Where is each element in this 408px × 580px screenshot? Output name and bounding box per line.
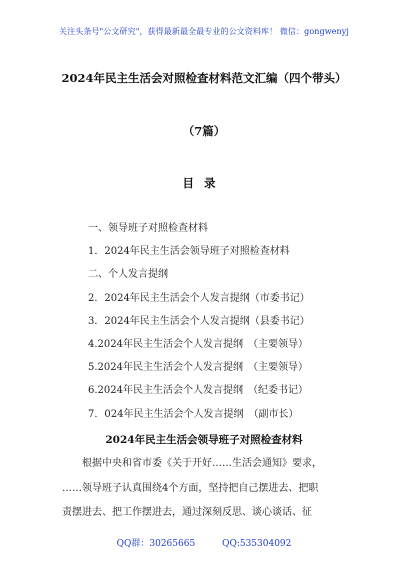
toc-item[interactable]: 4.2024年民主生活会个人发言提纲 （主要领导） — [88, 338, 308, 350]
table-of-contents — [88, 217, 388, 426]
toc-heading: 目录 — [182, 176, 226, 190]
header-note: 关注头条号"公文研究"，获得最新最全最专业的公文资料库！ 微信：gongwenyj — [59, 27, 349, 36]
footer-qq-number: QQ:535304092 — [222, 539, 292, 549]
document-count: （7篇） — [182, 124, 226, 138]
body-paragraph — [62, 452, 362, 526]
toc-item[interactable]: 3．2024年民主生活会个人发言提纲（县委书记） — [88, 315, 310, 327]
toc-item[interactable]: 1．2024年民主生活会领导班子对照检查材料 — [88, 246, 290, 258]
toc-item[interactable]: 2．2024年民主生活会个人发言提纲（市委书记） — [88, 292, 310, 304]
toc-item[interactable]: 6.2024年民主生活会个人发言提纲 （纪委书记） — [88, 385, 308, 397]
footer-contact — [0, 536, 408, 549]
body-line: 责摆进去、把工作摆进去，通过深刻反思、谈心谈话、征 — [62, 507, 312, 518]
body-line: 根据中央和省市委《关于开好……生活会通知》要求， — [62, 458, 322, 469]
section-title: 2024年民主生活会领导班子对照检查材料 — [105, 434, 303, 446]
toc-item[interactable]: 7．024年民主生活会个人发言提纲 （副市长） — [88, 408, 299, 420]
body-line: ……领导班子认真围绕4个方面，坚持把自己摆进去、把职 — [62, 482, 319, 494]
toc-item[interactable]: 5.2024年民主生活会个人发言提纲 （主要领导） — [88, 362, 308, 374]
toc-item[interactable]: 二、个人发言提纲 — [88, 269, 168, 281]
document-title: 2024年民主生活会对照检查材料范文汇编（四个带头） — [61, 71, 347, 85]
toc-item[interactable]: 一、领导班子对照检查材料 — [88, 223, 208, 234]
footer-qq-group: QQ群：30265665 — [116, 539, 196, 549]
